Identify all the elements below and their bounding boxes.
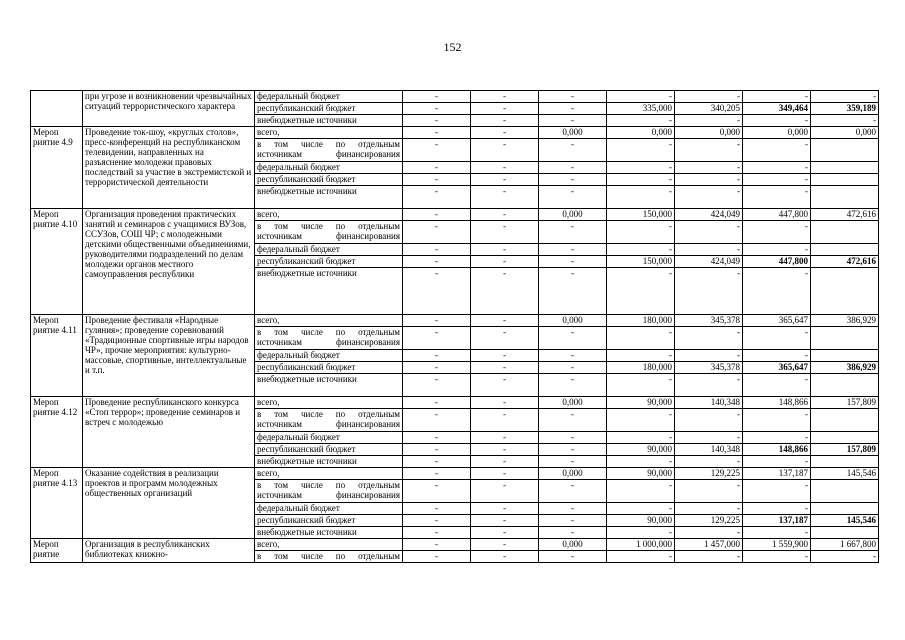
amount-cell bbox=[811, 221, 879, 244]
amount-cell: - bbox=[539, 456, 607, 468]
amount-cell: - bbox=[607, 221, 675, 244]
amount-cell: 129,225 bbox=[675, 515, 743, 527]
amount-cell: - bbox=[675, 115, 743, 127]
amount-cell: 129,225 bbox=[675, 468, 743, 480]
amount-cell: - bbox=[675, 174, 743, 186]
amount-cell: 359,189 bbox=[811, 103, 879, 115]
amount-cell: - bbox=[471, 221, 539, 244]
amount-cell bbox=[811, 409, 879, 432]
amount-cell: - bbox=[539, 268, 607, 315]
amount-cell: - bbox=[403, 539, 471, 551]
amount-cell: - bbox=[607, 186, 675, 209]
funding-source: федеральный бюджет bbox=[255, 432, 403, 444]
amount-cell bbox=[811, 186, 879, 209]
amount-cell: - bbox=[675, 91, 743, 103]
amount-cell: 0,000 bbox=[539, 397, 607, 409]
amount-cell: - bbox=[471, 209, 539, 221]
amount-cell: - bbox=[675, 374, 743, 397]
amount-cell: 447,800 bbox=[743, 256, 811, 268]
amount-cell: 345,378 bbox=[675, 315, 743, 327]
amount-cell: - bbox=[539, 162, 607, 174]
amount-cell: - bbox=[743, 350, 811, 362]
amount-cell: - bbox=[539, 362, 607, 374]
amount-cell: - bbox=[471, 374, 539, 397]
funding-source: в том числе по отдельным источникам финансирования bbox=[255, 409, 403, 432]
amount-cell: 0,000 bbox=[539, 539, 607, 551]
amount-cell: - bbox=[539, 515, 607, 527]
amount-cell: - bbox=[675, 327, 743, 350]
amount-cell: 0,000 bbox=[539, 315, 607, 327]
amount-cell: - bbox=[607, 503, 675, 515]
amount-cell bbox=[811, 527, 879, 539]
amount-cell: 365,647 bbox=[743, 362, 811, 374]
amount-cell: - bbox=[471, 362, 539, 374]
funding-source: в том числе по отдельным источникам финансирования bbox=[255, 327, 403, 350]
amount-cell: 90,000 bbox=[607, 444, 675, 456]
amount-cell: - bbox=[675, 186, 743, 209]
amount-cell: 0,000 bbox=[811, 127, 879, 139]
amount-cell: 0,000 bbox=[539, 468, 607, 480]
funding-source: всего, bbox=[255, 468, 403, 480]
amount-cell: 424,049 bbox=[675, 209, 743, 221]
amount-cell: 145,546 bbox=[811, 515, 879, 527]
amount-cell: - bbox=[471, 186, 539, 209]
amount-cell: - bbox=[607, 432, 675, 444]
activity-code: Мероп риятие 4.13 bbox=[31, 468, 83, 539]
funding-source: всего, bbox=[255, 397, 403, 409]
amount-cell: - bbox=[539, 186, 607, 209]
amount-cell: - bbox=[471, 315, 539, 327]
amount-cell: - bbox=[743, 456, 811, 468]
activity-name: при угрозе и возникновении чрезвычайных ситуаций террористического характера bbox=[83, 91, 255, 127]
amount-cell bbox=[811, 174, 879, 186]
amount-cell: - bbox=[471, 268, 539, 315]
funding-source: федеральный бюджет bbox=[255, 503, 403, 515]
amount-cell: 0,000 bbox=[675, 127, 743, 139]
budget-table bbox=[30, 90, 879, 563]
amount-cell: - bbox=[675, 268, 743, 315]
funding-source: в том числе по отдельным источникам финансирования bbox=[255, 221, 403, 244]
amount-cell: - bbox=[403, 327, 471, 350]
table-row bbox=[31, 209, 879, 221]
amount-cell: - bbox=[471, 115, 539, 127]
funding-source: всего, bbox=[255, 315, 403, 327]
amount-cell: 472,616 bbox=[811, 209, 879, 221]
amount-cell: - bbox=[675, 527, 743, 539]
amount-cell: 345,378 bbox=[675, 362, 743, 374]
amount-cell: 386,929 bbox=[811, 362, 879, 374]
funding-source: внебюджетные источники bbox=[255, 374, 403, 397]
amount-cell: - bbox=[539, 503, 607, 515]
activity-name: Оказание содействия в реализации проектов и программ молодежных общественных организаций bbox=[83, 468, 255, 539]
amount-cell: - bbox=[403, 244, 471, 256]
amount-cell: - bbox=[403, 432, 471, 444]
amount-cell: - bbox=[743, 115, 811, 127]
amount-cell: - bbox=[403, 91, 471, 103]
amount-cell: - bbox=[471, 409, 539, 432]
amount-cell: - bbox=[539, 139, 607, 162]
amount-cell: 365,647 bbox=[743, 315, 811, 327]
amount-cell: - bbox=[403, 174, 471, 186]
amount-cell: - bbox=[607, 409, 675, 432]
amount-cell: - bbox=[471, 244, 539, 256]
amount-cell: 157,809 bbox=[811, 444, 879, 456]
amount-cell: - bbox=[743, 409, 811, 432]
amount-cell: - bbox=[811, 551, 879, 563]
amount-cell: 145,546 bbox=[811, 468, 879, 480]
amount-cell: - bbox=[675, 432, 743, 444]
funding-source: в том числе по отдельным источникам финансирования bbox=[255, 480, 403, 503]
amount-cell: - bbox=[403, 115, 471, 127]
table-row bbox=[31, 539, 879, 551]
funding-source: республиканский бюджет bbox=[255, 174, 403, 186]
activity-code: Мероп риятие 4.11 bbox=[31, 315, 83, 397]
funding-source: внебюджетные источники bbox=[255, 186, 403, 209]
amount-cell: - bbox=[539, 551, 607, 563]
funding-source: внебюджетные источники bbox=[255, 456, 403, 468]
amount-cell: 180,000 bbox=[607, 315, 675, 327]
amount-cell: - bbox=[403, 162, 471, 174]
amount-cell: - bbox=[403, 256, 471, 268]
amount-cell: - bbox=[403, 268, 471, 315]
amount-cell: - bbox=[607, 480, 675, 503]
amount-cell: - bbox=[539, 350, 607, 362]
amount-cell: - bbox=[743, 139, 811, 162]
amount-cell: 148,866 bbox=[743, 397, 811, 409]
funding-source: республиканский бюджет bbox=[255, 515, 403, 527]
amount-cell: - bbox=[471, 327, 539, 350]
funding-source: в том числе по отдельным источникам финансирования bbox=[255, 139, 403, 162]
amount-cell: - bbox=[675, 244, 743, 256]
amount-cell: 140,348 bbox=[675, 397, 743, 409]
amount-cell: 0,000 bbox=[743, 127, 811, 139]
amount-cell: - bbox=[471, 103, 539, 115]
amount-cell: 340,205 bbox=[675, 103, 743, 115]
amount-cell: - bbox=[743, 551, 811, 563]
amount-cell: - bbox=[471, 515, 539, 527]
amount-cell: - bbox=[607, 327, 675, 350]
amount-cell: - bbox=[471, 551, 539, 563]
activity-name: Проведение фестиваля «Народные гуляния»; проведение соревнований «Традиционные спортивные игры народов ЧР», прочие мероприятия: культурно-массовые, спортивные, интеллектуальные и т.п. bbox=[83, 315, 255, 397]
amount-cell: - bbox=[471, 539, 539, 551]
amount-cell bbox=[811, 480, 879, 503]
amount-cell: 386,929 bbox=[811, 315, 879, 327]
amount-cell: 137,187 bbox=[743, 468, 811, 480]
amount-cell: - bbox=[811, 115, 879, 127]
amount-cell: - bbox=[743, 527, 811, 539]
amount-cell: - bbox=[743, 186, 811, 209]
amount-cell: 137,187 bbox=[743, 515, 811, 527]
amount-cell: - bbox=[607, 162, 675, 174]
amount-cell: - bbox=[471, 91, 539, 103]
activity-code: Мероп риятие 4.10 bbox=[31, 209, 83, 315]
amount-cell: - bbox=[743, 432, 811, 444]
funding-source: внебюджетные источники bbox=[255, 527, 403, 539]
amount-cell: 447,800 bbox=[743, 209, 811, 221]
amount-cell: - bbox=[607, 456, 675, 468]
amount-cell: - bbox=[743, 327, 811, 350]
funding-source: федеральный бюджет bbox=[255, 91, 403, 103]
activity-name: Проведение ток-шоу, «круглых столов», пресс-конференций на республиканском телевидении, направленных на разъяснение молодежи правовых последствий за участие в экстремистской и террористической деятельности bbox=[83, 127, 255, 209]
amount-cell: - bbox=[471, 139, 539, 162]
amount-cell: - bbox=[743, 174, 811, 186]
amount-cell bbox=[811, 350, 879, 362]
amount-cell: - bbox=[539, 221, 607, 244]
amount-cell: - bbox=[675, 503, 743, 515]
amount-cell bbox=[811, 374, 879, 397]
amount-cell: - bbox=[403, 409, 471, 432]
amount-cell: - bbox=[403, 480, 471, 503]
amount-cell: 180,000 bbox=[607, 362, 675, 374]
funding-source: республиканский бюджет bbox=[255, 444, 403, 456]
amount-cell: - bbox=[403, 103, 471, 115]
amount-cell: 1 000,000 bbox=[607, 539, 675, 551]
amount-cell: - bbox=[743, 221, 811, 244]
amount-cell bbox=[811, 432, 879, 444]
amount-cell bbox=[811, 268, 879, 315]
amount-cell: - bbox=[539, 527, 607, 539]
amount-cell: 349,464 bbox=[743, 103, 811, 115]
amount-cell: - bbox=[471, 432, 539, 444]
amount-cell: - bbox=[471, 503, 539, 515]
amount-cell: - bbox=[607, 268, 675, 315]
activity-code: Мероп риятие 4.12 bbox=[31, 397, 83, 468]
amount-cell: - bbox=[743, 374, 811, 397]
amount-cell: - bbox=[403, 186, 471, 209]
amount-cell: 150,000 bbox=[607, 209, 675, 221]
amount-cell: 150,000 bbox=[607, 256, 675, 268]
amount-cell: - bbox=[471, 127, 539, 139]
amount-cell: - bbox=[403, 209, 471, 221]
activity-name: Организация в республиканских библиотеках книжно- bbox=[83, 539, 255, 563]
amount-cell: - bbox=[539, 256, 607, 268]
amount-cell: - bbox=[607, 244, 675, 256]
funding-source: федеральный бюджет bbox=[255, 244, 403, 256]
amount-cell: 1 559,900 bbox=[743, 539, 811, 551]
amount-cell: - bbox=[743, 91, 811, 103]
amount-cell: 90,000 bbox=[607, 397, 675, 409]
amount-cell: - bbox=[539, 409, 607, 432]
table-row bbox=[31, 468, 879, 480]
activity-name: Проведение республиканского конкурса «Стоп террор»; проведение семинаров и встреч с молодежью bbox=[83, 397, 255, 468]
amount-cell: - bbox=[403, 468, 471, 480]
amount-cell: - bbox=[607, 374, 675, 397]
amount-cell: - bbox=[403, 127, 471, 139]
funding-source: в том числе по отдельным bbox=[255, 551, 403, 563]
amount-cell: 335,000 bbox=[607, 103, 675, 115]
amount-cell: - bbox=[675, 409, 743, 432]
amount-cell: - bbox=[675, 139, 743, 162]
funding-source: федеральный бюджет bbox=[255, 350, 403, 362]
amount-cell: - bbox=[539, 327, 607, 350]
amount-cell: 0,000 bbox=[539, 209, 607, 221]
funding-source: внебюджетные источники bbox=[255, 115, 403, 127]
amount-cell: - bbox=[403, 551, 471, 563]
page-number: 152 bbox=[443, 40, 462, 54]
amount-cell: - bbox=[471, 256, 539, 268]
amount-cell: - bbox=[539, 244, 607, 256]
amount-cell: - bbox=[607, 551, 675, 563]
amount-cell: 1 457,000 bbox=[675, 539, 743, 551]
amount-cell: - bbox=[471, 444, 539, 456]
amount-cell: - bbox=[471, 468, 539, 480]
amount-cell: - bbox=[403, 444, 471, 456]
amount-cell: - bbox=[539, 174, 607, 186]
amount-cell bbox=[811, 503, 879, 515]
amount-cell: - bbox=[743, 480, 811, 503]
activity-name: Организация проведения практических занятий и семинаров с учащимися ВУЗов, ССУЗов, СОШ ЧР; с молодежными детскими общественными объединениями, руководителями подразделений по делам молодежи органов местного самоуправления республики bbox=[83, 209, 255, 315]
amount-cell bbox=[811, 244, 879, 256]
amount-cell: - bbox=[403, 374, 471, 397]
amount-cell: - bbox=[743, 503, 811, 515]
funding-source: всего, bbox=[255, 209, 403, 221]
amount-cell: - bbox=[471, 397, 539, 409]
amount-cell: - bbox=[675, 350, 743, 362]
funding-source: федеральный бюджет bbox=[255, 162, 403, 174]
amount-cell: - bbox=[471, 527, 539, 539]
funding-source: всего, bbox=[255, 127, 403, 139]
amount-cell: - bbox=[743, 162, 811, 174]
amount-cell bbox=[811, 162, 879, 174]
amount-cell: - bbox=[607, 350, 675, 362]
amount-cell: - bbox=[607, 527, 675, 539]
amount-cell: - bbox=[403, 221, 471, 244]
funding-source: республиканский бюджет bbox=[255, 103, 403, 115]
amount-cell: 472,616 bbox=[811, 256, 879, 268]
funding-source: республиканский бюджет bbox=[255, 256, 403, 268]
amount-cell: - bbox=[539, 432, 607, 444]
amount-cell: - bbox=[403, 456, 471, 468]
amount-cell: - bbox=[403, 397, 471, 409]
amount-cell: - bbox=[471, 174, 539, 186]
amount-cell: - bbox=[811, 91, 879, 103]
amount-cell: 140,348 bbox=[675, 444, 743, 456]
amount-cell: - bbox=[607, 115, 675, 127]
amount-cell: - bbox=[539, 115, 607, 127]
amount-cell: - bbox=[607, 139, 675, 162]
amount-cell: - bbox=[675, 456, 743, 468]
amount-cell: - bbox=[403, 315, 471, 327]
amount-cell: - bbox=[403, 139, 471, 162]
amount-cell: - bbox=[471, 350, 539, 362]
amount-cell: 1 667,800 bbox=[811, 539, 879, 551]
amount-cell: - bbox=[675, 480, 743, 503]
amount-cell bbox=[811, 139, 879, 162]
funding-source: республиканский бюджет bbox=[255, 362, 403, 374]
amount-cell: - bbox=[539, 444, 607, 456]
amount-cell bbox=[811, 327, 879, 350]
amount-cell: - bbox=[675, 162, 743, 174]
table-row bbox=[31, 397, 879, 409]
amount-cell bbox=[811, 456, 879, 468]
amount-cell: - bbox=[471, 456, 539, 468]
table-row bbox=[31, 91, 879, 103]
amount-cell: 0,000 bbox=[607, 127, 675, 139]
amount-cell: 148,866 bbox=[743, 444, 811, 456]
amount-cell: - bbox=[471, 162, 539, 174]
amount-cell: - bbox=[403, 527, 471, 539]
amount-cell: 90,000 bbox=[607, 515, 675, 527]
amount-cell: - bbox=[471, 480, 539, 503]
amount-cell: - bbox=[403, 503, 471, 515]
activity-code bbox=[31, 91, 83, 127]
amount-cell: - bbox=[675, 221, 743, 244]
amount-cell: - bbox=[539, 374, 607, 397]
amount-cell: - bbox=[403, 350, 471, 362]
funding-source: внебюджетные источники bbox=[255, 268, 403, 315]
amount-cell: - bbox=[403, 362, 471, 374]
amount-cell: - bbox=[607, 174, 675, 186]
amount-cell: 90,000 bbox=[607, 468, 675, 480]
amount-cell: - bbox=[743, 268, 811, 315]
amount-cell: - bbox=[743, 244, 811, 256]
table-row bbox=[31, 315, 879, 327]
amount-cell: - bbox=[539, 91, 607, 103]
amount-cell: - bbox=[607, 91, 675, 103]
amount-cell: 424,049 bbox=[675, 256, 743, 268]
activity-code: Мероп риятие 4.9 bbox=[31, 127, 83, 209]
amount-cell: - bbox=[403, 515, 471, 527]
table-row bbox=[31, 127, 879, 139]
amount-cell: - bbox=[539, 103, 607, 115]
activity-code: Мероп риятие bbox=[31, 539, 83, 563]
funding-source: всего, bbox=[255, 539, 403, 551]
amount-cell: - bbox=[675, 551, 743, 563]
amount-cell: 157,809 bbox=[811, 397, 879, 409]
amount-cell: 0,000 bbox=[539, 127, 607, 139]
amount-cell: - bbox=[539, 480, 607, 503]
